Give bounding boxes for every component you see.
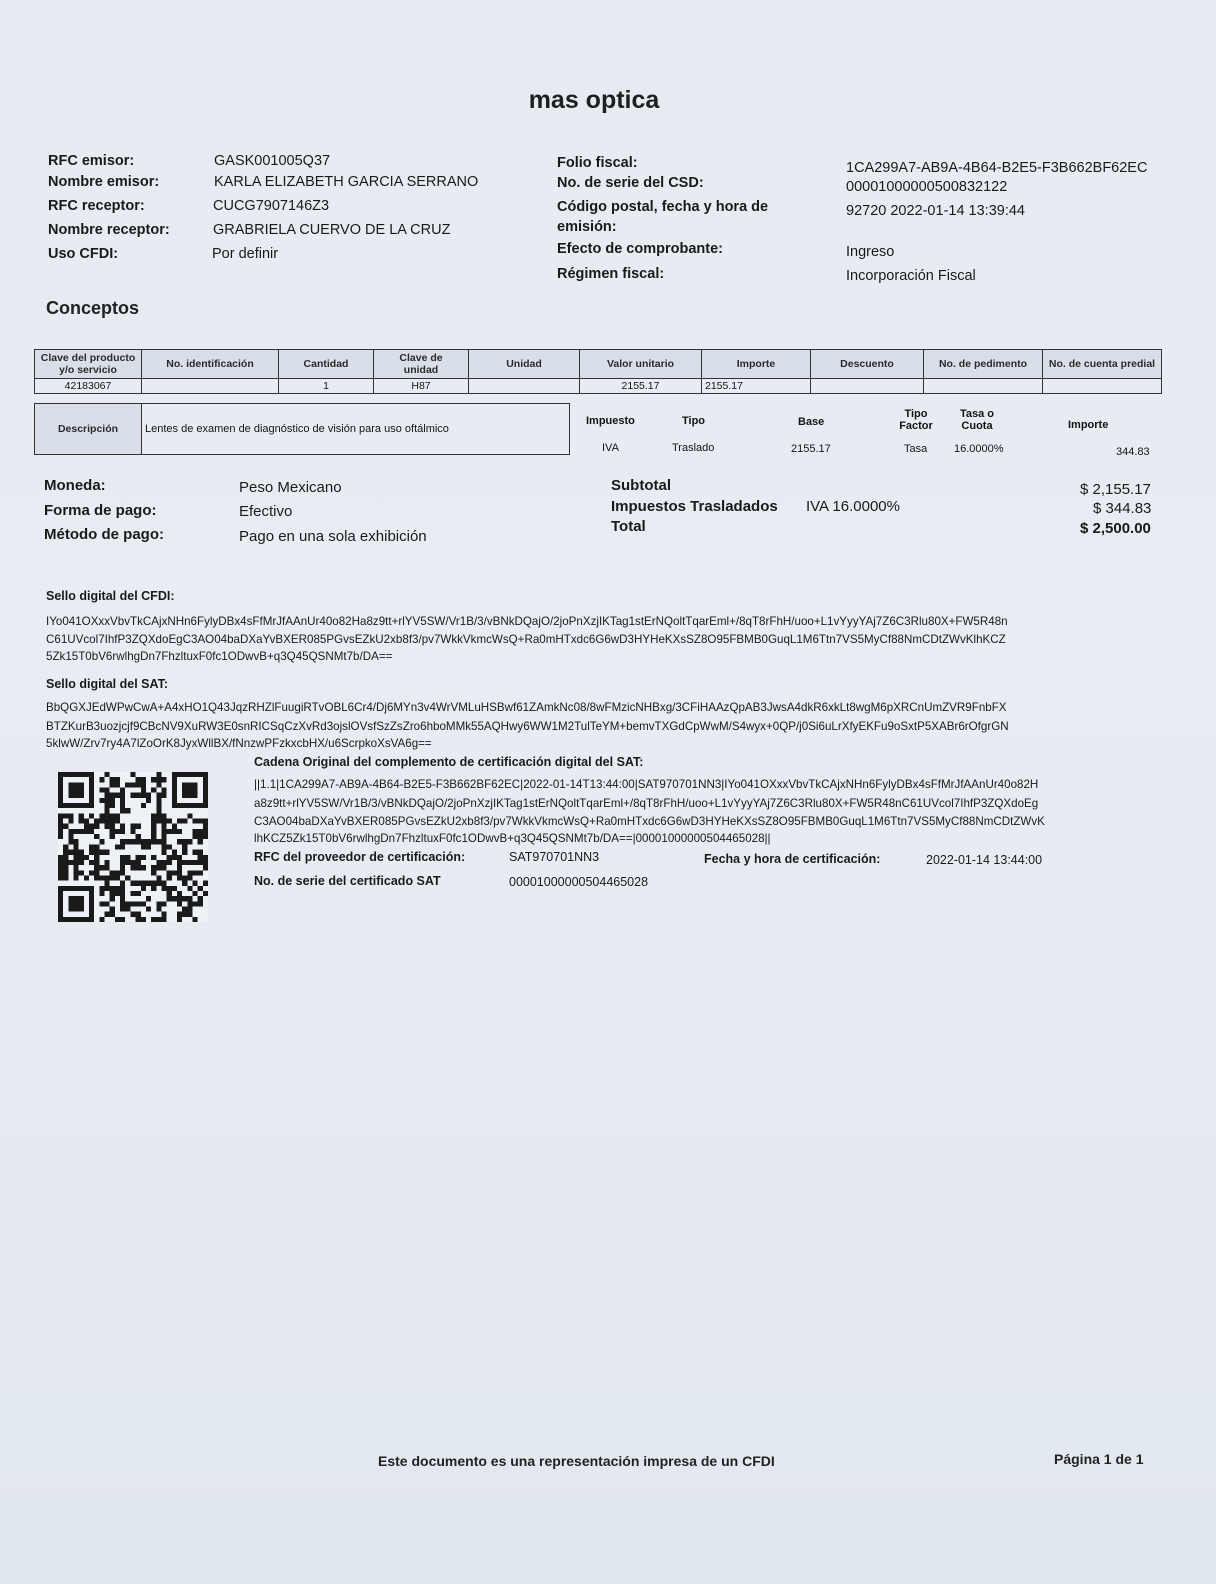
impuestos-label: Impuestos Trasladados	[611, 498, 778, 515]
cell-no-cuenta	[1043, 379, 1162, 394]
qr-code-icon	[56, 772, 210, 922]
tax-importe-value: 344.83	[1116, 446, 1150, 458]
moneda-value: Peso Mexicano	[239, 479, 342, 496]
cadena-line: ||1.1|1CA299A7-AB9A-4B64-B2E5-F3B662BF62EC|2022-01-14T13:44:00|SAT970701NN3|IYo041OXxxVbvTkCAjxNHn6FylyDBx4sFfMrJfAAnUr40o82H	[254, 778, 1039, 791]
th-no-pedimento: No. de pedimento	[924, 350, 1043, 379]
tax-impuesto-value: IVA	[602, 442, 619, 454]
metodo-pago-value: Pago en una sola exhibición	[239, 528, 427, 545]
metodo-pago-label: Método de pago:	[44, 526, 164, 543]
cell-unidad	[469, 379, 580, 394]
sello-cfdi-line: C61UVcol7IhfP3ZQXdoEgC3AO04baDXaYvBXER085PGvsEZkU2xb8f3/pv7WkkVkmcWsQ+Ra0mHTxdc6G6wD3HYHeKXsSZ8O95FBMB0GuqL1M6Ttn7VS5MyCf88NmCDtZWvKlhKCZ	[46, 633, 1006, 646]
sello-sat-line: BbQGXJEdWPwCwA+A4xHO1Q43JqzRHZlFuugiRTvOBL6Cr4/Dj6MYn3v4WrVMLuHSBwf61ZAmkNc08/8wFMzicNHBxg/3CFiHAAzQpAB3JwsA4dkR6xkLt8wgM6pXRCnUmZVR9FnbFX	[46, 701, 1007, 714]
th-clave: Clave del producto y/o servicio	[35, 350, 142, 379]
page-number: Página 1 de 1	[1054, 1451, 1144, 1467]
tax-base-header: Base	[798, 416, 825, 428]
fecha-certificacion-value: 2022-01-14 13:44:00	[926, 853, 1043, 867]
th-valor-unitario: Valor unitario	[580, 350, 702, 379]
regimen-label: Régimen fiscal:	[557, 266, 665, 282]
sello-sat-label: Sello digital del SAT:	[46, 677, 169, 691]
rfc-proveedor-label: RFC del proveedor de certificación:	[254, 850, 466, 864]
th-no-ident: No. identificación	[142, 350, 279, 379]
rfc-proveedor-value: SAT970701NN3	[509, 850, 600, 864]
sello-sat-line: BTZKurB3uozjcjf9CBcNV9XuRW3E0snRICSqCzXvRd3ojslOVsfSzZsZro6hboMMk55AQHwy6WW1M2TulTeYM+bemvTXGdCpWwM/S4wyx+0QP/j0Si6uLrXfyEKFu9oSxtP5XABr6rOfgrGN	[46, 720, 1009, 733]
total-value: $ 2,500.00	[1080, 520, 1151, 537]
efecto-label: Efecto de comprobante:	[557, 241, 723, 257]
descripcion-label: Descripción	[35, 404, 142, 455]
impuestos-detail: IVA 16.0000%	[806, 498, 900, 515]
descripcion-table	[34, 403, 570, 455]
serie-csd-label: No. de serie del CSD:	[557, 175, 704, 191]
uso-cfdi-label: Uso CFDI:	[48, 246, 119, 262]
folio-fiscal-value: 1CA299A7-AB9A-4B64-B2E5-F3B662BF62EC	[846, 160, 1148, 176]
cell-valor-unitario: 2155.17	[580, 379, 702, 394]
tax-impuesto-header: Impuesto	[586, 415, 635, 427]
subtotal-label: Subtotal	[611, 477, 671, 494]
cell-descuento	[811, 379, 924, 394]
nombre-emisor-value: KARLA ELIZABETH GARCIA SERRANO	[214, 174, 479, 190]
tax-tipo-header: Tipo	[682, 415, 706, 427]
rfc-emisor-value: GASK001005Q37	[214, 153, 331, 169]
cell-no-ident	[142, 379, 279, 394]
sello-cfdi-line: IYo041OXxxVbvTkCAjxNHn6FylyDBx4sFfMrJfAAnUr40o82Ha8z9tt+rlYV5SW/Vr1B/3/vBNkDQajO/2joPnXzjIKTag1stErNQoltTqarEml+/8qT8rFhH/uoo+L1vYyyYAj7Z6C3Rlu80X+FW5R48n	[46, 615, 1008, 628]
nombre-emisor-label: Nombre emisor:	[48, 174, 160, 190]
table-row	[35, 379, 1162, 394]
fecha-certificacion-label: Fecha y hora de certificación:	[704, 852, 881, 866]
serie-certificado-label: No. de serie del certificado SAT	[254, 874, 441, 888]
th-descuento: Descuento	[811, 350, 924, 379]
descripcion-value: Lentes de examen de diagnóstico de visión para uso oftálmico	[142, 404, 570, 455]
tax-importe-header: Importe	[1068, 419, 1109, 431]
th-importe: Importe	[702, 350, 811, 379]
cadena-line: a8z9tt+rlYV5SW/Vr1B/3/vBNkDQajO/2joPnXzjIKTag1stErNQoltTqarEml+/8qT8rFhH/uoo+L1vYyyYAj7Z6C3Rlu80X+FW5R48nC61UVcol7IhfP3ZQXdoEg	[254, 797, 1039, 810]
cadena-line: C3AO04baDXaYvBXER085PGvsEZkU2xb8f3/pv7WkkVkmcWsQ+Ra0mHTxdc6G6wD3HYHeKXsSZ8O95FBMB0GuqL1M6Ttn7VS5MyCf88NmCDtZWvK	[254, 815, 1045, 828]
document-title: mas optica	[528, 86, 660, 114]
codigo-postal-label: Código postal, fecha y hora de	[557, 199, 769, 215]
forma-pago-value: Efectivo	[239, 503, 293, 520]
tax-tipo-factor-header: Tipo Factor	[899, 408, 933, 432]
codigo-postal-label-2: emisión:	[557, 219, 617, 235]
rfc-receptor-value: CUCG7907146Z3	[213, 198, 330, 214]
sello-cfdi-line: 5Zk15T0bV6rwlhgDn7FhzltuxF0fc1ODwvB+q3Q45QSNMt7b/DA==	[46, 650, 393, 663]
impuestos-value: $ 344.83	[1093, 500, 1152, 517]
cell-no-pedimento	[924, 379, 1043, 394]
codigo-postal-value: 92720 2022-01-14 13:39:44	[846, 203, 1025, 219]
cell-importe: 2155.17	[702, 379, 811, 394]
uso-cfdi-value: Por definir	[212, 246, 279, 262]
tax-base-value: 2155.17	[791, 443, 831, 455]
nombre-receptor-label: Nombre receptor:	[48, 222, 170, 238]
th-cantidad: Cantidad	[279, 350, 374, 379]
th-clave-unidad: Clave de unidad	[374, 350, 469, 379]
serie-certificado-value: 00001000000504465028	[509, 875, 649, 889]
total-label: Total	[611, 518, 646, 535]
tax-factor-value: Tasa	[904, 443, 928, 455]
serie-csd-value: 00001000000500832122	[846, 179, 1008, 195]
th-no-cuenta: No. de cuenta predial	[1043, 350, 1162, 379]
tax-tasa-value: 16.0000%	[954, 443, 1004, 455]
subtotal-value: $ 2,155.17	[1080, 481, 1151, 498]
forma-pago-label: Forma de pago:	[44, 502, 157, 519]
sello-sat-line: 5klwW/Zrv7ry4A7lZoOrK8JyxWllBX/fNnzwPFzkxcbHX/u6ScrpkoXsVA6g==	[46, 737, 432, 750]
footer-note: Este documento es una representación impresa de un CFDI	[378, 1453, 775, 1469]
rfc-receptor-label: RFC receptor:	[48, 198, 145, 214]
folio-fiscal-label: Folio fiscal:	[557, 155, 638, 171]
conceptos-table	[34, 349, 1162, 394]
cadena-line: lhKCZ5Zk15T0bV6rwlhgDn7FhzltuxF0fc1ODwvB+q3Q45QSNMt7b/DA==|00001000000504465028||	[254, 832, 771, 845]
cell-clave-unidad: H87	[374, 379, 469, 394]
moneda-label: Moneda:	[44, 477, 106, 494]
conceptos-heading: Conceptos	[46, 298, 140, 318]
cell-clave: 42183067	[35, 379, 142, 394]
th-unidad: Unidad	[469, 350, 580, 379]
rfc-emisor-label: RFC emisor:	[48, 153, 135, 169]
tax-tipo-value: Traslado	[672, 442, 715, 454]
cadena-label: Cadena Original del complemento de certificación digital del SAT:	[254, 755, 644, 769]
sello-cfdi-label: Sello digital del CFDI:	[46, 589, 175, 603]
tax-tasa-header: Tasa o Cuota	[959, 408, 995, 432]
nombre-receptor-value: GRABRIELA CUERVO DE LA CRUZ	[213, 222, 451, 238]
efecto-value: Ingreso	[846, 244, 895, 260]
table-header-row	[35, 350, 1162, 379]
cell-cantidad: 1	[279, 379, 374, 394]
regimen-value: Incorporación Fiscal	[846, 268, 976, 284]
